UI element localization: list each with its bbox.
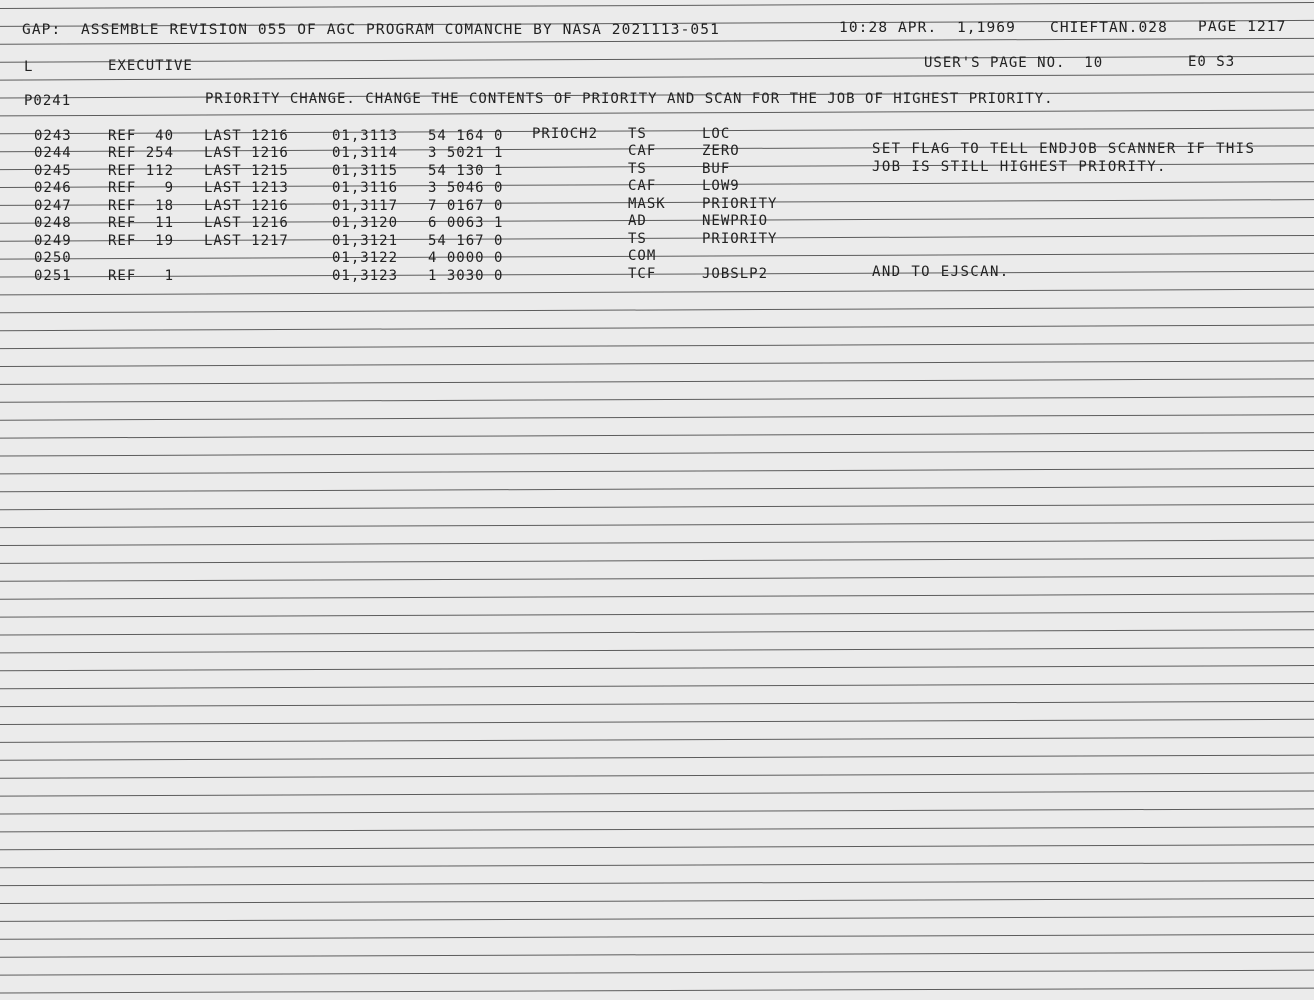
row-address: 01,3117 bbox=[332, 197, 399, 214]
paper-rule-line bbox=[0, 719, 1314, 724]
paper-rule-line bbox=[0, 899, 1314, 904]
row-ref-count: REF 40 bbox=[108, 128, 175, 144]
paper-rule-line bbox=[0, 916, 1314, 921]
row-last-page: LAST 1216 bbox=[204, 197, 289, 214]
paper-rule-line bbox=[0, 576, 1314, 581]
paper-rule-line bbox=[0, 881, 1314, 886]
paper-rule-line bbox=[0, 343, 1314, 349]
listing-time: 10:28 APR. 1,1969 bbox=[839, 20, 1016, 36]
paper-rule-line bbox=[0, 648, 1314, 653]
row-line-number: 0248 bbox=[34, 215, 72, 232]
title-line-text: PRIORITY CHANGE. CHANGE THE CONTENTS OF PRIORITY AND SCAN FOR THE JOB OF HIGHEST PRIORITY. bbox=[205, 91, 1054, 107]
row-ref-count: REF 18 bbox=[108, 197, 175, 214]
paper-rule-line bbox=[0, 397, 1314, 403]
paper-rule-line bbox=[0, 863, 1314, 868]
row-last-page: LAST 1217 bbox=[204, 232, 289, 249]
row-comment: AND TO EJSCAN. bbox=[872, 263, 1010, 280]
paper-rule-line bbox=[0, 182, 1314, 188]
paper-rule-line bbox=[0, 952, 1314, 957]
row-octal-word: 54 164 0 bbox=[428, 128, 504, 144]
row-last-page: LAST 1215 bbox=[204, 162, 289, 179]
row-comment: SET FLAG TO TELL ENDJOB SCANNER IF THIS bbox=[872, 141, 1256, 158]
row-last-page: LAST 1213 bbox=[204, 180, 289, 197]
paper-rule-line bbox=[0, 809, 1314, 814]
paper-rule-line bbox=[0, 361, 1314, 367]
paper-rule-line bbox=[0, 701, 1314, 706]
row-line-number: 0250 bbox=[34, 250, 72, 267]
title-line-number: P0241 bbox=[24, 93, 72, 109]
row-octal-word: 54 130 1 bbox=[428, 162, 504, 179]
row-opcode: CAF bbox=[628, 178, 657, 195]
paper-rule-line bbox=[0, 988, 1314, 993]
paper-rule-line bbox=[0, 755, 1314, 760]
row-address: 01,3114 bbox=[332, 145, 399, 162]
row-opcode: TS bbox=[628, 160, 647, 177]
paper-rule-line bbox=[0, 737, 1314, 742]
row-line-number: 0244 bbox=[34, 145, 72, 162]
paper-rule-line bbox=[0, 827, 1314, 832]
paper-rule-line bbox=[0, 379, 1314, 385]
listing-title: GAP: ASSEMBLE REVISION 055 OF AGC PROGRAM COMANCHE BY NASA 2021113-051 bbox=[22, 22, 720, 38]
row-opcode: AD bbox=[628, 213, 647, 230]
row-label: PRIOCH2 bbox=[532, 126, 599, 142]
paper-rule-line bbox=[0, 845, 1314, 850]
paper-rule-line bbox=[0, 74, 1314, 80]
paper-rule-line bbox=[0, 451, 1314, 457]
row-address: 01,3122 bbox=[332, 250, 399, 267]
row-line-number: 0247 bbox=[34, 197, 72, 214]
row-last-page: LAST 1216 bbox=[204, 128, 289, 144]
row-operand: ZERO bbox=[702, 143, 740, 160]
row-line-number: 0246 bbox=[34, 180, 72, 197]
row-operand: NEWPRIO bbox=[702, 213, 769, 230]
row-operand: BUF bbox=[702, 160, 731, 177]
row-address: 01,3123 bbox=[332, 267, 399, 284]
row-line-number: 0245 bbox=[34, 162, 72, 179]
paper-rule-line bbox=[0, 271, 1314, 277]
row-octal-word: 6 0063 1 bbox=[428, 215, 504, 232]
paper-rule-line bbox=[0, 666, 1314, 671]
paper-rule-line bbox=[0, 773, 1314, 778]
listing-type-code: L bbox=[24, 59, 34, 75]
row-operand: LOW9 bbox=[702, 178, 740, 195]
row-octal-word: 54 167 0 bbox=[428, 232, 504, 249]
row-ref-count: REF 11 bbox=[108, 215, 175, 232]
paper-rule-line bbox=[0, 415, 1314, 421]
listing-page-number: PAGE 1217 bbox=[1198, 19, 1287, 35]
paper-rule-line bbox=[0, 235, 1314, 241]
row-last-page: LAST 1216 bbox=[204, 145, 289, 162]
paper-rule-line bbox=[0, 558, 1314, 563]
row-octal-word: 3 5046 0 bbox=[428, 180, 504, 197]
row-opcode: TS bbox=[628, 126, 647, 142]
paper-rule-line bbox=[0, 307, 1314, 313]
paper-rule-line bbox=[0, 683, 1314, 688]
section-name: EXECUTIVE bbox=[108, 58, 193, 74]
paper-rule-line bbox=[0, 325, 1314, 331]
row-comment: JOB IS STILL HIGHEST PRIORITY. bbox=[872, 158, 1167, 175]
paper-rule-line bbox=[0, 934, 1314, 939]
row-ref-count: REF 1 bbox=[108, 267, 175, 284]
row-octal-word: 3 5021 1 bbox=[428, 145, 504, 162]
row-opcode: TS bbox=[628, 230, 647, 247]
row-ref-count: REF 112 bbox=[108, 162, 175, 179]
row-address: 01,3113 bbox=[332, 128, 399, 144]
row-octal-word: 7 0167 0 bbox=[428, 197, 504, 214]
row-opcode: COM bbox=[628, 248, 657, 265]
paper-rule-line bbox=[0, 540, 1314, 545]
row-address: 01,3116 bbox=[332, 180, 399, 197]
row-line-number: 0251 bbox=[34, 267, 72, 284]
paper-rule-line bbox=[0, 56, 1314, 62]
row-operand: PRIORITY bbox=[702, 230, 778, 247]
row-operand: PRIORITY bbox=[702, 195, 778, 212]
row-address: 01,3121 bbox=[332, 232, 399, 249]
row-line-number: 0249 bbox=[34, 232, 72, 249]
paper-rule-line bbox=[0, 504, 1314, 509]
section-code: E0 S3 bbox=[1188, 54, 1236, 70]
paper-rule-line bbox=[0, 218, 1314, 224]
row-ref-count: REF 254 bbox=[108, 145, 175, 162]
row-ref-count: REF 9 bbox=[108, 180, 175, 197]
paper-rule-line bbox=[0, 468, 1314, 473]
row-address: 01,3120 bbox=[332, 215, 399, 232]
users-page-number: USER'S PAGE NO. 10 bbox=[924, 55, 1104, 71]
paper-rule-line bbox=[0, 486, 1314, 491]
row-operand: LOC bbox=[702, 126, 731, 142]
row-address: 01,3115 bbox=[332, 162, 399, 179]
row-opcode: TCF bbox=[628, 265, 657, 282]
row-last-page: LAST 1216 bbox=[204, 215, 289, 232]
row-line-number: 0243 bbox=[34, 128, 72, 144]
paper-rule-line bbox=[0, 38, 1314, 44]
paper-rule-line bbox=[0, 253, 1314, 259]
paper-rule-line bbox=[0, 3, 1314, 9]
paper-rule-line bbox=[0, 612, 1314, 617]
paper-rule-line bbox=[0, 522, 1314, 527]
paper-rule-line bbox=[0, 433, 1314, 439]
listing-machine: CHIEFTAN.028 bbox=[1050, 20, 1168, 36]
row-octal-word: 1 3030 0 bbox=[428, 267, 504, 284]
paper-rule-line bbox=[0, 289, 1314, 295]
row-opcode: MASK bbox=[628, 195, 666, 212]
row-operand: JOBSLP2 bbox=[702, 265, 769, 282]
paper-rule-line bbox=[0, 110, 1314, 116]
paper-rule-line bbox=[0, 128, 1314, 134]
paper-rule-line bbox=[0, 791, 1314, 796]
paper-rule-line bbox=[0, 594, 1314, 599]
row-opcode: CAF bbox=[628, 143, 657, 160]
paper-rule-line bbox=[0, 630, 1314, 635]
row-octal-word: 4 0000 0 bbox=[428, 250, 504, 267]
row-ref-count: REF 19 bbox=[108, 232, 175, 249]
paper-rule-line bbox=[0, 970, 1314, 975]
